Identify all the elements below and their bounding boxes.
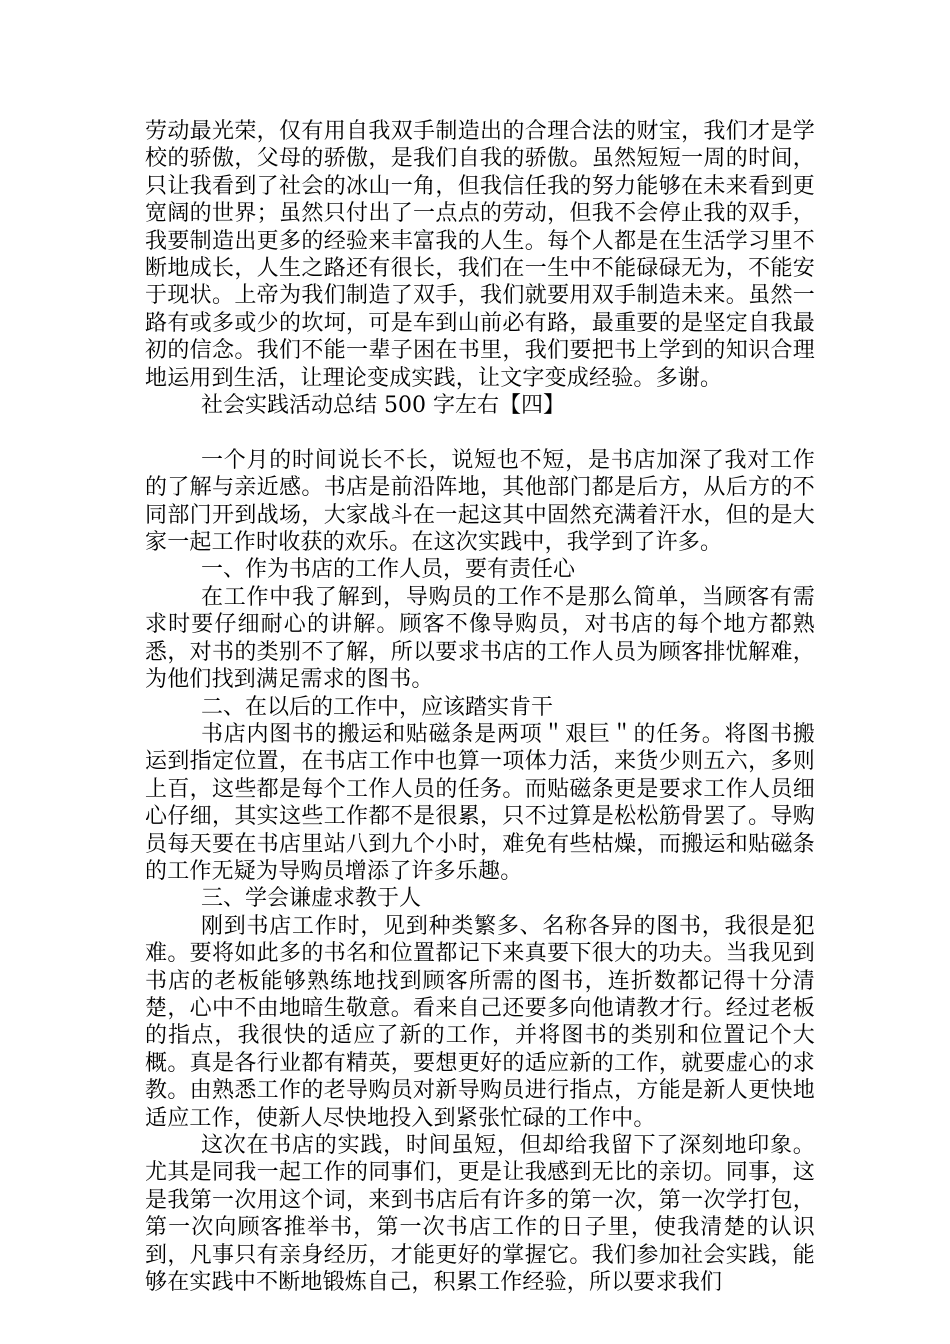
subheading-responsibility: 一、作为书店的工作人员，要有责任心 — [201, 557, 576, 583]
paragraph-intro: 一个月的时间说长不长，说短也不短，是书店加深了我对工作的了解与亲近感。书店是前沿阵地，其他部门都是后方，从后方的不同部门开到战场，大家战斗在一起这其中固然充满着汗水，但的是大家一起工作时收获的欢乐。在这次实践中，我学到了许多。 — [145, 447, 815, 556]
subheading-diligence: 二、在以后的工作中，应该踏实肯干 — [201, 694, 554, 720]
section-title: 社会实践活动总结 500 字左右【四】 — [201, 393, 565, 419]
document-page — [145, 118, 815, 1296]
subheading-humility: 三、学会谦虚求教于人 — [201, 886, 422, 912]
paragraph-responsibility: 在工作中我了解到，导购员的工作不是那么简单，当顾客有需求时要仔细耐心的讲解。顾客不像导购员，对书店的每个地方都熟悉，对书的类别不了解，所以要求书店的工作人员为顾客排忧解难，为他们找到满足需求的图书。 — [145, 584, 815, 693]
paragraph-conclusion: 劳动最光荣，仅有用自我双手制造出的合理合法的财宝，我们才是学校的骄傲，父母的骄傲，是我们自我的骄傲。虽然短短一周的时间，只让我看到了社会的冰山一角，但我信任我的努力能够在未来看到更宽阔的世界；虽然只付出了一点点的劳动，但我不会停止我的双手，我要制造出更多的经验来丰富我的人生。每个人都是在生活学习里不断地成长，人生之路还有很长，我们在一生中不能碌碌无为，不能安于现状。上帝为我们制造了双手，我们就要用双手制造未来。虽然一路有或多或少的坎坷，可是车到山前必有路，最重要的是坚定自我最初的信念。我们不能一辈子困在书里，我们要把书上学到的知识合理地运用到生活，让理论变成实践，让文字变成经验。多谢。 — [145, 119, 815, 391]
paragraph-reflection: 这次在书店的实践，时间虽短，但却给我留下了深刻地印象。尤其是同我一起工作的同事们，更是让我感到无比的亲切。同事，这是我第一次用这个词，来到书店后有许多的第一次，第一次学打包，第一次向顾客推举书，第一次书店工作的日子里，使我清楚的认识到，凡事只有亲身经历，才能更好的掌握它。我们参加社会实践，能够在实践中不断地锻炼自己，积累工作经验，所以要求我们 — [145, 1133, 815, 1296]
paragraph-diligence: 书店内图书的搬运和贴磁条是两项＂艰巨＂的任务。将图书搬运到指定位置，在书店工作中也算一项体力活，来货少则五六，多则上百，这些都是每个工作人员的任务。而贴磁条更是要求工作人员细心仔细，其实这些工作都不是很累，只不过算是松松筋骨罢了。导购员每天要在书店里站八到九个小时，难免有些枯燥，而搬运和贴磁条的工作无疑为导购员增添了许多乐趣。 — [145, 721, 815, 884]
paragraph-humility: 刚到书店工作时，见到种类繁多、名称各异的图书，我很是犯难。要将如此多的书名和位置都记下来真要下很大的功夫。当我见到书店的老板能够熟练地找到顾客所需的图书，连折数都记得十分清楚，心中不由地暗生敬意。看来自己还要多向他请教才行。经过老板的指点，我很快的适应了新的工作，并将图书的类别和位置记个大概。真是各行业都有精英，要想更好的适应新的工作，就要虚心的求教。由熟悉工作的老导购员对新导购员进行指点，方能是新人更快地适应工作，使新人尽快地投入到紧张忙碌的工作中。 — [145, 913, 815, 1131]
blank-line — [145, 419, 815, 446]
